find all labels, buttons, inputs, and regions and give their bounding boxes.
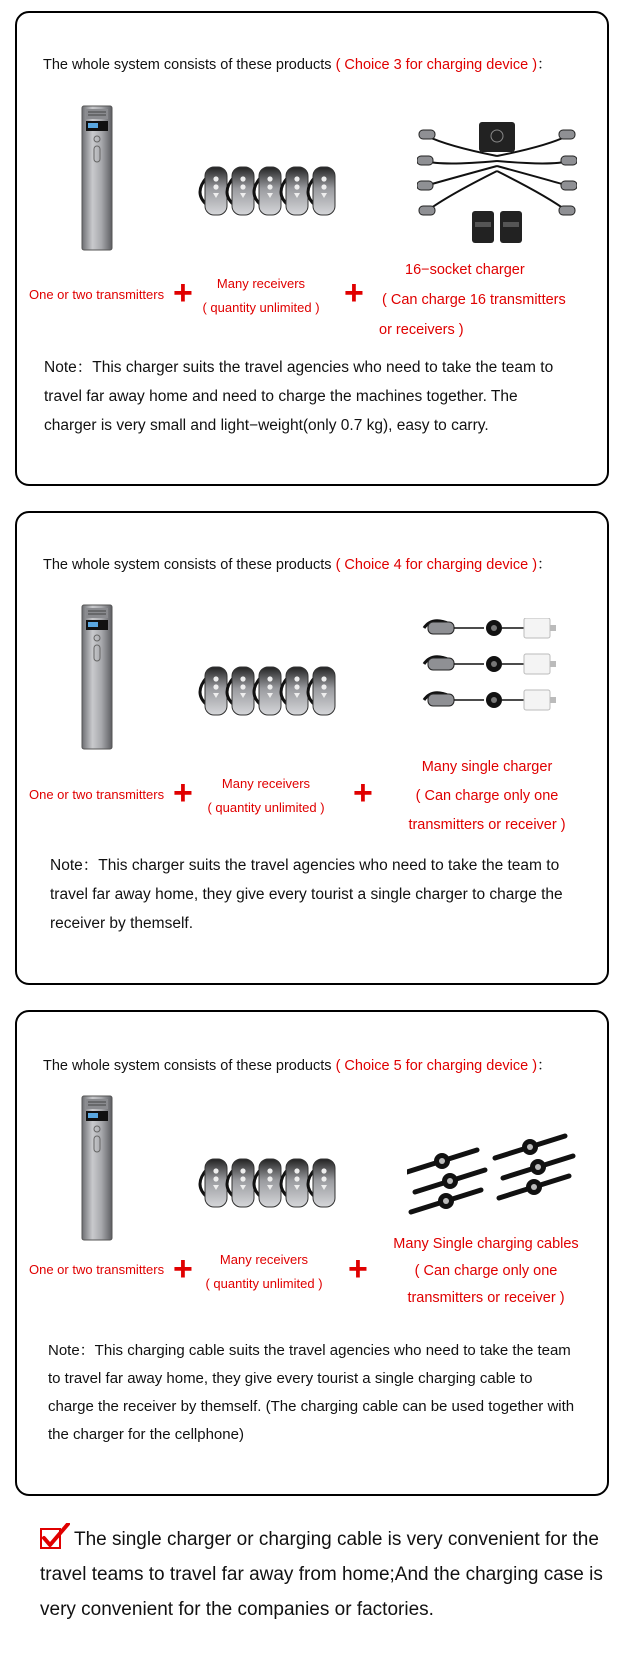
panel-intro [43,53,552,74]
plus-icon: + [173,774,193,812]
charger-label-line-3: or receivers ) [379,322,464,338]
intro-choice: ( Choice 3 for charging device ) [335,57,538,73]
transmitter-label: One or two transmitters [29,1262,165,1277]
receivers-label-line-1: Many receivers [216,276,306,291]
transmitter-image [80,603,114,753]
charger-label-line-2: ( Can charge only one [415,788,559,804]
plus-icon: + [173,274,193,312]
single-chargers-image [422,618,562,728]
intro-text: The whole system consists of these products [43,1058,332,1074]
plus-icon: + [173,1250,193,1288]
panel-intro [43,1054,552,1075]
receivers-image [191,163,361,223]
charger-label-line-1: Many single charger [421,759,553,775]
receivers-image [191,1155,361,1215]
receivers-label-line-2: ( quantity unlimited ) [202,300,320,315]
plus-icon: + [344,274,364,312]
panel-choice-5 [15,1010,609,1496]
footer-statement [40,1522,610,1627]
charger-label-line-1: 16−socket charger [405,262,525,278]
intro-text: The whole system consists of these products [43,557,332,573]
receivers-label-line-1: Many receivers [219,1252,309,1267]
panel-note: Note：This charger suits the travel agencies who need to take the team to travel far away home, they give every tourist a single charger to charge the receiver by themself. [50,857,563,932]
intro-text: The whole system consists of these products [43,57,332,73]
panel-choice-4 [15,511,609,985]
plus-icon: + [353,774,373,812]
charger-label-line-2: ( Can charge only one [414,1263,558,1279]
charger-label [381,1231,591,1312]
charging-cables-image [407,1132,587,1222]
charger-label [379,255,566,345]
receivers-image [191,663,361,723]
panel-note: Note：This charging cable suits the travel agencies who need to take the team to travel far away home, they give every tourist a single charging cable to charge the receiver by themself. (The charging cable can be used together with the charger for the cellphone) [48,1342,575,1443]
footer-text: The single charger or charging cable is very convenient for the travel teams to travel far away from home;And the charging case is very convenient for the companies or factories. [40,1529,603,1620]
panel-note: Note：This charger suits the travel agencies who need to take the team to travel far away home and need to charge the machines together. The charger is very small and light−weight(only 0.7 kg), easy to carry. [44,359,554,434]
transmitter-label: One or two transmitters [29,787,165,802]
checkmark-icon [40,1523,70,1549]
charger-label-line-3: transmitters or receiver ) [408,817,566,833]
charger-16-socket-image [417,116,577,246]
intro-choice: ( Choice 4 for charging device ) [335,557,538,573]
intro-choice: ( Choice 5 for charging device ) [335,1058,538,1074]
panel-intro [43,553,552,574]
panel-choice-3 [15,11,609,486]
charger-label-line-2: ( Can charge 16 transmitters [382,292,566,308]
charger-label-line-3: transmitters or receiver ) [407,1290,565,1306]
charger-label [397,753,577,840]
charger-label-line-1: Many Single charging cables [393,1236,579,1252]
plus-icon: + [348,1250,368,1288]
receivers-label-line-1: Many receivers [221,776,311,791]
intro-colon: ： [537,1058,552,1074]
receivers-label-line-2: ( quantity unlimited ) [207,800,325,815]
receivers-label [204,1248,324,1296]
transmitter-image [80,1094,114,1244]
receivers-label [201,272,321,320]
intro-colon: ： [537,57,552,73]
receivers-label [206,772,326,820]
intro-colon: ： [537,557,552,573]
transmitter-image [80,104,114,254]
transmitter-label: One or two transmitters [29,287,165,302]
receivers-label-line-2: ( quantity unlimited ) [205,1276,323,1291]
